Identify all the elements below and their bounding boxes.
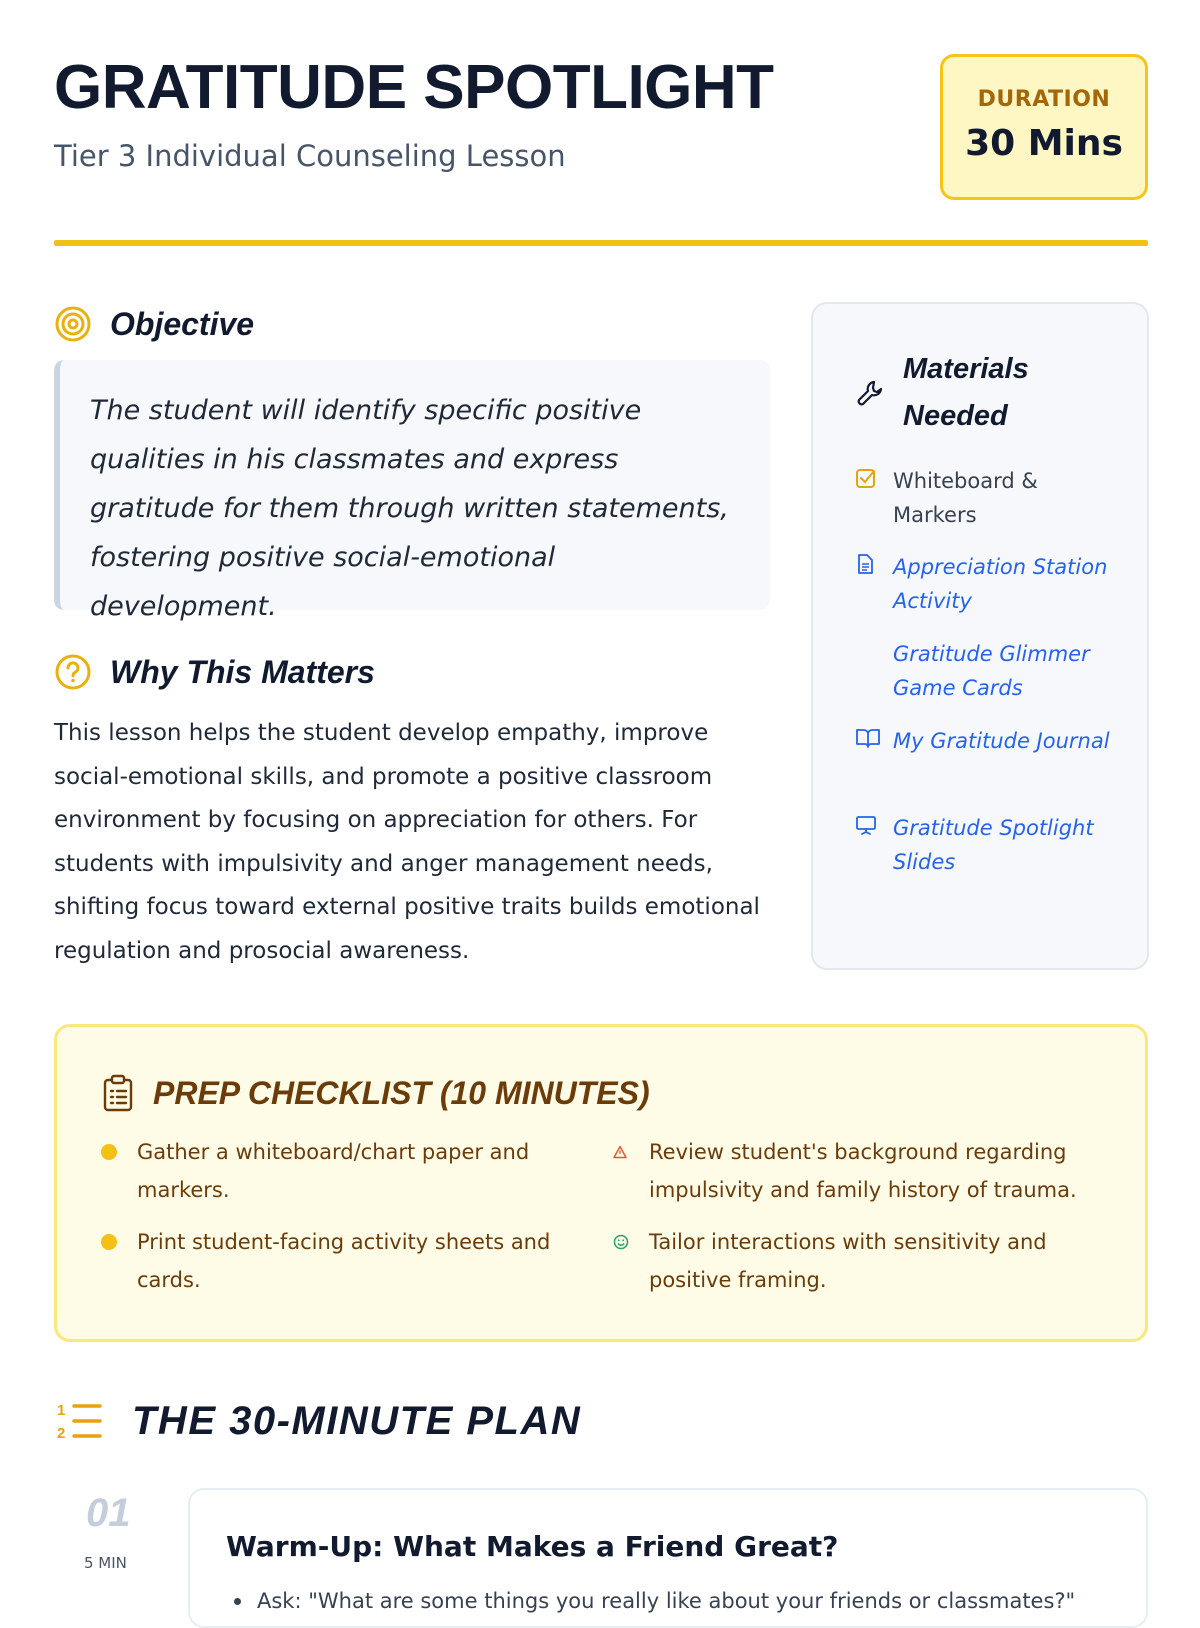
svg-text:2: 2 <box>57 1425 66 1442</box>
step-bullet <box>226 1586 1075 1616</box>
plan-title: THE 30-MINUTE PLAN <box>132 1399 582 1443</box>
prep-item <box>613 1223 1103 1299</box>
prep-item-text: Review student's background regarding impulsivity and family history of trauma. <box>649 1140 1077 1202</box>
page-subtitle: Tier 3 Individual Counseling Lesson <box>54 139 566 173</box>
document-icon <box>855 553 875 575</box>
step-title: Warm-Up: What Makes a Friend Great? <box>226 1530 839 1563</box>
objective-heading <box>54 304 254 344</box>
checkbox-icon <box>855 467 877 489</box>
bullet-dot <box>101 1144 117 1160</box>
objective-text: The student will identify specific positive qualities in his classmates and express gratitude for them through written statements, fostering positive social-emotional development. <box>90 395 729 622</box>
material-link[interactable]: Gratitude Glimmer Game Cards <box>893 642 1090 700</box>
materials-panel <box>811 302 1149 970</box>
material-link[interactable]: My Gratitude Journal <box>893 729 1110 753</box>
prep-item <box>101 1223 571 1299</box>
material-link[interactable]: Appreciation Station Activity <box>893 555 1108 613</box>
header <box>54 52 1148 242</box>
book-icon <box>855 727 881 749</box>
duration-value: 30 Mins <box>965 123 1123 164</box>
smile-icon <box>613 1234 629 1250</box>
material-item-appreciation-station[interactable] <box>855 550 1125 618</box>
material-item-glimmer-cards[interactable] <box>855 637 1125 705</box>
duration-label: DURATION <box>977 87 1111 112</box>
material-item-gratitude-journal[interactable] <box>855 724 1125 758</box>
prep-heading <box>101 1073 650 1113</box>
prep-checklist <box>54 1024 1148 1342</box>
svg-text:1: 1 <box>57 1402 66 1419</box>
bullet-dot <box>234 1598 241 1605</box>
plan-heading <box>56 1398 581 1444</box>
prep-item-text: Print student-facing activity sheets and cards. <box>137 1230 551 1292</box>
step-card <box>188 1488 1148 1628</box>
question-circle-icon <box>54 653 92 691</box>
numbered-list-icon <box>56 1400 102 1442</box>
objective-title: Objective <box>110 306 255 342</box>
clipboard-icon <box>101 1074 135 1112</box>
prep-item <box>101 1133 571 1209</box>
target-icon <box>54 305 92 343</box>
materials-title: Materials Needed <box>903 353 1029 432</box>
material-item-spotlight-slides[interactable] <box>855 811 1125 879</box>
prep-item-text: Tailor interactions with sensitivity and positive framing. <box>649 1230 1047 1292</box>
step-number: 01 <box>86 1491 131 1535</box>
page-title: GRATITUDE SPOTLIGHT <box>54 53 774 122</box>
duration-badge <box>940 54 1148 200</box>
material-link[interactable]: Gratitude Spotlight Slides <box>893 816 1094 874</box>
materials-heading <box>855 346 1083 440</box>
why-heading <box>54 652 375 692</box>
step-bullet-text: Ask: "What are some things you really like about your friends or classmates?" <box>257 1589 1076 1613</box>
prep-item-text: Gather a whiteboard/chart paper and markers. <box>137 1140 530 1202</box>
presentation-icon <box>855 814 877 836</box>
why-text: This lesson helps the student develop empathy, improve social-emotional skills, and promote a positive classroom environment by focusing on appreciation for others. For students with impulsivity and anger management needs, shifting focus toward external positive traits builds emotional regulation and prosocial awareness. <box>54 720 760 964</box>
prep-item <box>613 1133 1103 1209</box>
material-label: Whiteboard & Markers <box>893 469 1038 527</box>
material-item-whiteboard <box>855 464 1125 532</box>
objective-box <box>54 360 770 622</box>
wrench-icon <box>855 378 885 408</box>
header-divider <box>54 240 1148 246</box>
why-title: Why This Matters <box>110 654 375 690</box>
step-duration: 5 MIN <box>84 1554 127 1572</box>
bullet-dot <box>101 1234 117 1250</box>
warning-icon <box>613 1145 627 1159</box>
prep-title: PREP CHECKLIST (10 MINUTES) <box>153 1075 650 1111</box>
